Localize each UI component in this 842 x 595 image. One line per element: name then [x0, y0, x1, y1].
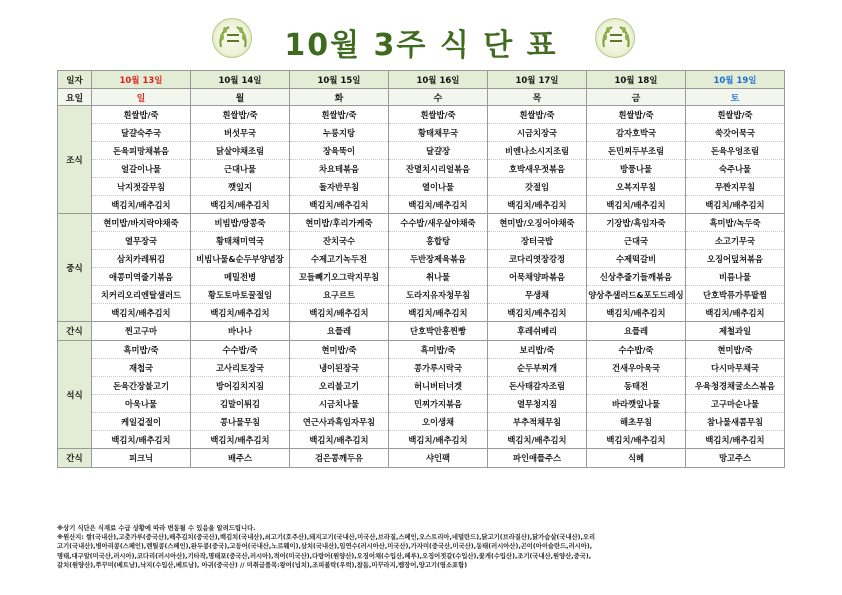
dinner-label: 석식 — [58, 341, 92, 449]
title-bar — [0, 14, 842, 64]
note-line: ※상기 식단은 식재료 수급 상황에 따라 변동될 수 있음을 알려드립니다. — [57, 525, 256, 532]
menu-item: 치커리오리엔탈샐러드 — [92, 286, 191, 304]
menu-item: 동태전 — [587, 377, 686, 395]
menu-item: 장터국밥 — [488, 232, 587, 250]
notes — [57, 524, 785, 570]
snack-item: 요플레 — [290, 322, 389, 341]
breakfast-label: 조식 — [58, 106, 92, 214]
dinner-row — [58, 395, 785, 413]
menu-item: 근대나물 — [191, 160, 290, 178]
menu-item: 근대국 — [587, 232, 686, 250]
menu-item: 두반장제육볶음 — [389, 250, 488, 268]
menu-item: 잔치국수 — [290, 232, 389, 250]
menu-item: 소고기무국 — [686, 232, 785, 250]
menu-item: 백김치/배추김치 — [488, 304, 587, 322]
date-cell: 10월 14일 — [191, 71, 290, 89]
menu-item: 백김치/배추김치 — [389, 196, 488, 214]
menu-item: 무짠지무침 — [686, 178, 785, 196]
menu-item: 시금치장국 — [488, 124, 587, 142]
menu-item: 흰쌀밥/죽 — [92, 106, 191, 124]
menu-item: 흰쌀밥/죽 — [290, 106, 389, 124]
menu-item: 아욱나물 — [92, 395, 191, 413]
menu-item: 백김치/배추김치 — [92, 431, 191, 449]
menu-item: 백김치/배추김치 — [686, 304, 785, 322]
weekday-cell: 금 — [587, 89, 686, 106]
snack-label: 간식 — [58, 449, 92, 468]
menu-item: 깻잎지 — [191, 178, 290, 196]
lunch-row — [58, 250, 785, 268]
lunch-row — [58, 214, 785, 232]
dinner-row — [58, 431, 785, 449]
menu-item: 열이나물 — [389, 178, 488, 196]
breakfast-row — [58, 196, 785, 214]
menu-item: 백김치/배추김치 — [488, 431, 587, 449]
menu-item: 낙지젓갈무침 — [92, 178, 191, 196]
menu-item: 수수밥/죽 — [191, 341, 290, 359]
menu-item: 흑미밥/녹두죽 — [686, 214, 785, 232]
menu-item: 백김치/배추김치 — [488, 196, 587, 214]
menu-item: 오이생채 — [389, 413, 488, 431]
menu-item: 수수밥/새우살야채죽 — [389, 214, 488, 232]
menu-item: 콩가루시락국 — [389, 359, 488, 377]
menu-item: 보리밥/죽 — [488, 341, 587, 359]
menu-item: 돈육피망채볶음 — [92, 142, 191, 160]
menu-item: 돈민찌두부조림 — [587, 142, 686, 160]
menu-item: 오복지무침 — [587, 178, 686, 196]
lunch-row — [58, 268, 785, 286]
menu-item: 홍합탕 — [389, 232, 488, 250]
breakfast-row — [58, 178, 785, 196]
menu-item: 열무청지짐 — [488, 395, 587, 413]
menu-item: 수제고기녹두전 — [290, 250, 389, 268]
leaf-wreath-icon — [596, 19, 636, 59]
menu-item: 백김치/배추김치 — [290, 431, 389, 449]
weekday-cell: 월 — [191, 89, 290, 106]
menu-item: 누룽지탕 — [290, 124, 389, 142]
date-cell: 10월 18일 — [587, 71, 686, 89]
menu-item: 감자호박국 — [587, 124, 686, 142]
snack-item: 바나나 — [191, 322, 290, 341]
menu-item: 백김치/배추김치 — [389, 431, 488, 449]
dinner-row — [58, 413, 785, 431]
menu-item: 참나물새콤무침 — [686, 413, 785, 431]
menu-item: 백김치/배추김치 — [587, 196, 686, 214]
note-line: ※원산지: 쌀(국내산),고춧가루(중국산),배추김치(중국산),백김치(국내산),쇠고기(호주산),돼지고기(국내산,미국산,브라질,스페인,오스트리아,네덜란드),닭고기(브라질산),닭가슴살(국내산),오리 — [57, 534, 596, 542]
menu-item: 방풍나물 — [587, 160, 686, 178]
menu-item: 백김치/배추김치 — [92, 196, 191, 214]
weekday-cell: 토 — [686, 89, 785, 106]
menu-item: 비빔밥/땅콩죽 — [191, 214, 290, 232]
menu-item: 장육뚝이 — [290, 142, 389, 160]
menu-item: 얼갈이나물 — [92, 160, 191, 178]
menu-item: 우육청경채굴소스볶음 — [686, 377, 785, 395]
snack-item: 파인애플주스 — [488, 449, 587, 468]
date-label: 일자 — [58, 71, 92, 89]
menu-item: 꼬들빼기오그락지무침 — [290, 268, 389, 286]
snack-item: 검은콩깨두유 — [290, 449, 389, 468]
menu-item: 차요테볶음 — [290, 160, 389, 178]
menu-item: 건새우아욱국 — [587, 359, 686, 377]
menu-item: 바라깻잎나물 — [587, 395, 686, 413]
menu-item: 잔멸치시리얼볶음 — [389, 160, 488, 178]
menu-item: 백김치/배추김치 — [191, 304, 290, 322]
note-line: 명태,대구알(미국산,러시아),코다리(러시아산),기타작,명태포(중국산,러시아),적어(미국산),다랑어(원양산),오징어채(수입산,페루),오징어젓갈(수입산),꽃게(수입산),조기(국내산,원양산,중국), — [57, 552, 592, 560]
menu-item: 백김치/배추김치 — [587, 304, 686, 322]
weekday-cell: 화 — [290, 89, 389, 106]
menu-item: 수수밥/죽 — [587, 341, 686, 359]
menu-item: 닭살야채조림 — [191, 142, 290, 160]
snack-item: 피크닉 — [92, 449, 191, 468]
note-line: 고기(국내산),병아리콩(스페인),렌틸콩(스페인),완두콩(중국),고등어(국내산,노르웨이),삼치(국내산),임연수(러시아산,미국산),가자미(중국산,미국산),동태(러시아산),곤이(아이슬란드,러시아), — [57, 543, 593, 551]
lunch-row — [58, 304, 785, 322]
breakfast-row — [58, 160, 785, 178]
menu-item: 달걀숙주국 — [92, 124, 191, 142]
snack1-row — [58, 322, 785, 341]
menu-item: 비빔나물&순두부양념장 — [191, 250, 290, 268]
date-cell: 10월 13일 — [92, 71, 191, 89]
menu-item: 메밀전병 — [191, 268, 290, 286]
menu-item: 신상추줄기들깨볶음 — [587, 268, 686, 286]
menu-item: 고구마순나물 — [686, 395, 785, 413]
date-row — [58, 71, 785, 89]
snack-label: 간식 — [58, 322, 92, 341]
kindergarten-logo-right — [595, 18, 635, 58]
menu-item: 다시마무채국 — [686, 359, 785, 377]
menu-item: 현미밥/후리가케죽 — [290, 214, 389, 232]
menu-item: 현미밥/오징어야채죽 — [488, 214, 587, 232]
menu-item: 시금치나물 — [290, 395, 389, 413]
menu-item: 무생채 — [488, 286, 587, 304]
menu-item: 민찌가지볶음 — [389, 395, 488, 413]
menu-item: 케일겉절이 — [92, 413, 191, 431]
menu-item: 백김치/배추김치 — [191, 196, 290, 214]
menu-item: 숙주나물 — [686, 160, 785, 178]
menu-item: 비엔나소시지조림 — [488, 142, 587, 160]
dinner-row — [58, 377, 785, 395]
snack2-row — [58, 449, 785, 468]
weekday-cell: 수 — [389, 89, 488, 106]
menu-item: 허니버터너겟 — [389, 377, 488, 395]
menu-item: 애콩미역줄기볶음 — [92, 268, 191, 286]
menu-item: 도라지유자청무침 — [389, 286, 488, 304]
menu-item: 백김치/배추김치 — [290, 196, 389, 214]
snack-item: 식혜 — [587, 449, 686, 468]
menu-item: 백김치/배추김치 — [686, 431, 785, 449]
breakfast-row — [58, 142, 785, 160]
menu-item: 흑미밥/죽 — [92, 341, 191, 359]
snack-item: 요플레 — [587, 322, 686, 341]
lunch-label: 중식 — [58, 214, 92, 322]
menu-item: 열무장국 — [92, 232, 191, 250]
menu-item: 순두부찌개 — [488, 359, 587, 377]
menu-item: 김말이튀김 — [191, 395, 290, 413]
snack-item: 배주스 — [191, 449, 290, 468]
menu-item: 양상추샐러드&포도드레싱 — [587, 286, 686, 304]
weekday-cell: 목 — [488, 89, 587, 106]
snack-item: 망고주스 — [686, 449, 785, 468]
date-cell: 10월 16일 — [389, 71, 488, 89]
snack-item: 샤인팩 — [389, 449, 488, 468]
menu-item: 삼치카레튀김 — [92, 250, 191, 268]
menu-item: 코다리엿장강정 — [488, 250, 587, 268]
menu-table — [57, 70, 785, 468]
menu-item: 콩나물무침 — [191, 413, 290, 431]
menu-item: 현미밥/바지락야채죽 — [92, 214, 191, 232]
menu-item: 황도토마토꿀절임 — [191, 286, 290, 304]
menu-item: 재첩국 — [92, 359, 191, 377]
weekday-cell: 일 — [92, 89, 191, 106]
menu-item: 오징어덮쳐볶음 — [686, 250, 785, 268]
dinner-row — [58, 341, 785, 359]
menu-item: 부추적채무침 — [488, 413, 587, 431]
menu-item: 버섯무국 — [191, 124, 290, 142]
menu-item: 고사리토장국 — [191, 359, 290, 377]
menu-item: 돌자반무침 — [290, 178, 389, 196]
menu-item: 갓절임 — [488, 178, 587, 196]
menu-item: 돈육우엉조림 — [686, 142, 785, 160]
menu-item: 호박새우젓볶음 — [488, 160, 587, 178]
menu-item: 기장밥/흑임자죽 — [587, 214, 686, 232]
menu-item: 취나물 — [389, 268, 488, 286]
menu-item: 흑미밥/죽 — [389, 341, 488, 359]
weekday-row — [58, 89, 785, 106]
lunch-row — [58, 232, 785, 250]
menu-item: 백김치/배추김치 — [587, 431, 686, 449]
menu-item: 현미밥/죽 — [290, 341, 389, 359]
menu-item: 달걀장 — [389, 142, 488, 160]
date-cell: 10월 17일 — [488, 71, 587, 89]
menu-item: 현미밥/죽 — [686, 341, 785, 359]
page-title: 10월 3주 식 단 표 — [284, 28, 558, 63]
menu-item: 쑥갓어묵국 — [686, 124, 785, 142]
menu-item: 수제떡갈비 — [587, 250, 686, 268]
note-line: 갈치(원양산),쭈꾸미(베트남),낙지(수입산,베트남), 아귀(중국산) // 미취급품목:왕어(넙치),조피볼락(우럭),참돔,미꾸라지,뱀장어,양고기(염소포함) — [57, 561, 468, 569]
menu-item: 냉이된장국 — [290, 359, 389, 377]
menu-item: 어묵채양파볶음 — [488, 268, 587, 286]
menu-item: 백김치/배추김치 — [191, 431, 290, 449]
menu-item: 흰쌀밥/죽 — [587, 106, 686, 124]
menu-item: 연근사과흑임자무침 — [290, 413, 389, 431]
snack-item: 찐고구마 — [92, 322, 191, 341]
menu-item: 방어김치지짐 — [191, 377, 290, 395]
snack-item: 후레쉬베리 — [488, 322, 587, 341]
date-cell: 10월 19일 — [686, 71, 785, 89]
menu-item: 흰쌀밥/죽 — [686, 106, 785, 124]
menu-item: 비름나물 — [686, 268, 785, 286]
menu-item: 백김치/배추김치 — [92, 304, 191, 322]
dinner-row — [58, 359, 785, 377]
breakfast-row — [58, 124, 785, 142]
snack-item: 단호박안흥찐빵 — [389, 322, 488, 341]
menu-item: 돈사태감자조림 — [488, 377, 587, 395]
menu-item: 흰쌀밥/죽 — [488, 106, 587, 124]
menu-item: 흰쌀밥/죽 — [389, 106, 488, 124]
breakfast-row — [58, 106, 785, 124]
menu-item: 황태채무국 — [389, 124, 488, 142]
menu-item: 돈육간장불고기 — [92, 377, 191, 395]
snack-item: 제철과일 — [686, 322, 785, 341]
lunch-row — [58, 286, 785, 304]
menu-item: 흰쌀밥/죽 — [191, 106, 290, 124]
menu-item: 해초무침 — [587, 413, 686, 431]
menu-item: 백김치/배추김치 — [389, 304, 488, 322]
menu-item: 백김치/배추김치 — [290, 304, 389, 322]
date-cell: 10월 15일 — [290, 71, 389, 89]
menu-item: 오리불고기 — [290, 377, 389, 395]
menu-item: 황태채미역국 — [191, 232, 290, 250]
menu-item: 백김치/배추김치 — [686, 196, 785, 214]
menu-item: 요구르트 — [290, 286, 389, 304]
menu-item: 단호박퓨가루팥찜 — [686, 286, 785, 304]
weekday-label: 요일 — [58, 89, 92, 106]
